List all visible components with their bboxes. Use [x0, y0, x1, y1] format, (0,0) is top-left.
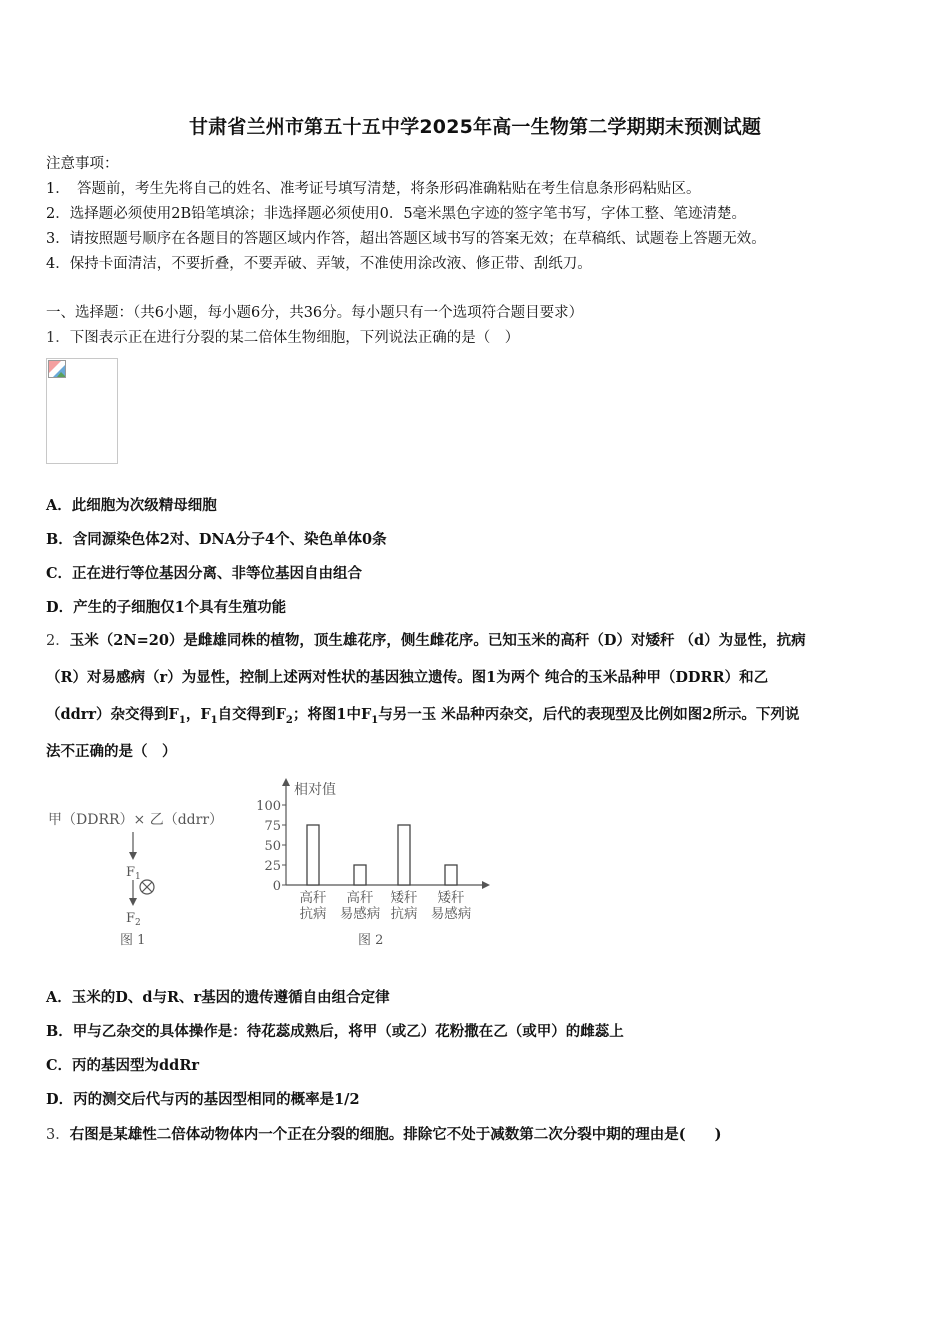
- question-2-line: 法不正确的是（ ）: [46, 743, 177, 760]
- bar: [445, 865, 457, 885]
- x-tick-label: 抗病: [390, 906, 418, 922]
- x-tick-label: 高秆: [346, 890, 374, 906]
- y-tick-label: 50: [264, 839, 281, 854]
- figure-1-caption: 图 1: [120, 933, 146, 948]
- figure-2-chart: [256, 778, 490, 948]
- question-1-option-d: D．产生的子细胞仅1个具有生殖功能: [46, 599, 287, 616]
- question-2-line: 玉米（2N=20）是雌雄同株的植物，顶生雄花序，侧生雌花序。已知玉米的高秆（D）对矮秆 （d）为显性，抗病: [69, 632, 806, 649]
- question-3-text: 右图是某雄性二倍体动物体内一个正在分裂的细胞。排除它不处于减数第二次分裂中期的理由是( ): [69, 1126, 722, 1143]
- cell-figure-placeholder: [46, 358, 118, 464]
- question-3-number: 3．: [46, 1127, 70, 1143]
- question-1-option-b: B．含同源染色体2对、DNA分子4个、染色单体0条: [46, 531, 387, 548]
- bar: [398, 825, 410, 885]
- question-2-line: （ddrr）杂交得到$F_1$，$F_1$自交得到$F_2$；将图1中$F_1$与另一玉 米品种丙杂交，后代的表现型及比例如图2所示。下列说: [46, 706, 800, 726]
- question-1-option-a: A．此细胞为次级精母细胞: [46, 497, 217, 514]
- question-2-stem: [46, 622, 908, 770]
- question-2-line: （R）对易感病（r）为显性，控制上述两对性状的基因独立遗传。图1为两个 纯合的玉米品种甲（DDRR）和乙: [46, 669, 769, 686]
- y-axis-label: 相对值: [294, 782, 336, 798]
- page-title: 甘肃省兰州市第五十五中学2025年高一生物第二学期期末预测试题: [188, 116, 762, 138]
- figure-2-caption: 图 2: [358, 933, 384, 948]
- figure-1: [48, 812, 223, 948]
- broken-image-icon: [48, 360, 68, 380]
- question-3-stem: [46, 1123, 721, 1144]
- f1-label: $F_1$: [126, 865, 141, 882]
- f2-label: $F_2$: [126, 911, 141, 928]
- question-2-option-a: A．玉米的D、d与R、r基因的遗传遵循自由组合定律: [46, 989, 390, 1006]
- self-cross-icon: [140, 880, 154, 894]
- y-tick-label: 75: [264, 819, 281, 834]
- question-2-figures: [46, 776, 516, 958]
- cross-label: 甲（DDRR）× 乙（ddrr）: [48, 812, 224, 828]
- question-2-number: 2．: [46, 633, 70, 649]
- bar: [307, 825, 319, 885]
- question-2-option-b: B．甲与乙杂交的具体操作是：待花蕊成熟后，将甲（或乙）花粉撒在乙（或甲）的雌蕊上: [46, 1023, 624, 1040]
- x-tick-label: 高秆: [299, 890, 327, 906]
- x-tick-label: 矮秆: [437, 890, 465, 906]
- question-2-option-d: D．丙的测交后代与丙的基因型相同的概率是1/2: [46, 1091, 360, 1108]
- question-2-option-c: C．丙的基因型为ddRr: [46, 1057, 200, 1074]
- y-tick-label: 25: [264, 859, 281, 874]
- y-tick-label: 0: [272, 879, 281, 894]
- x-tick-label: 易感病: [430, 906, 472, 922]
- arrow-head: [129, 898, 137, 906]
- x-tick-label: 易感病: [339, 906, 381, 922]
- question-1-stem: [46, 326, 519, 347]
- x-tick-label: 抗病: [299, 906, 327, 922]
- x-axis-arrow: [482, 881, 490, 889]
- notice-item: 3．请按照题号顺序在各题目的答题区域内作答，超出答题区域书写的答案无效；在草稿纸、试题卷上答题无效。: [46, 231, 766, 247]
- arrow-head: [129, 852, 137, 860]
- y-tick-label: 100: [256, 799, 281, 814]
- x-tick-label: 矮秆: [390, 890, 418, 906]
- question-1-text: 下图表示正在进行分裂的某二倍体生物细胞，下列说法正确的是（ ）: [69, 330, 520, 346]
- notice-item: 1． 答题前，考生先将自己的姓名、准考证号填写清楚，将条形码准确粘贴在考生信息条形码粘贴区。: [46, 181, 701, 197]
- y-axis-arrow: [282, 778, 290, 786]
- figure-svg: [46, 776, 516, 954]
- bar: [354, 865, 366, 885]
- notice-heading: 注意事项：: [46, 156, 119, 172]
- section-heading: 一、选择题：（共6小题，每小题6分，共36分。每小题只有一个选项符合题目要求）: [46, 305, 584, 321]
- notice-item: 4．保持卡面清洁，不要折叠，不要弄破、弄皱，不准使用涂改液、修正带、刮纸刀。: [46, 256, 592, 272]
- question-1-number: 1．: [46, 330, 70, 346]
- question-1-option-c: C．正在进行等位基因分离、非等位基因自由组合: [46, 565, 363, 582]
- notice-item: 2．选择题必须使用2B铅笔填涂；非选择题必须使用0．5毫米黑色字迹的签字笔书写，字体工整、笔迹清楚。: [46, 206, 747, 222]
